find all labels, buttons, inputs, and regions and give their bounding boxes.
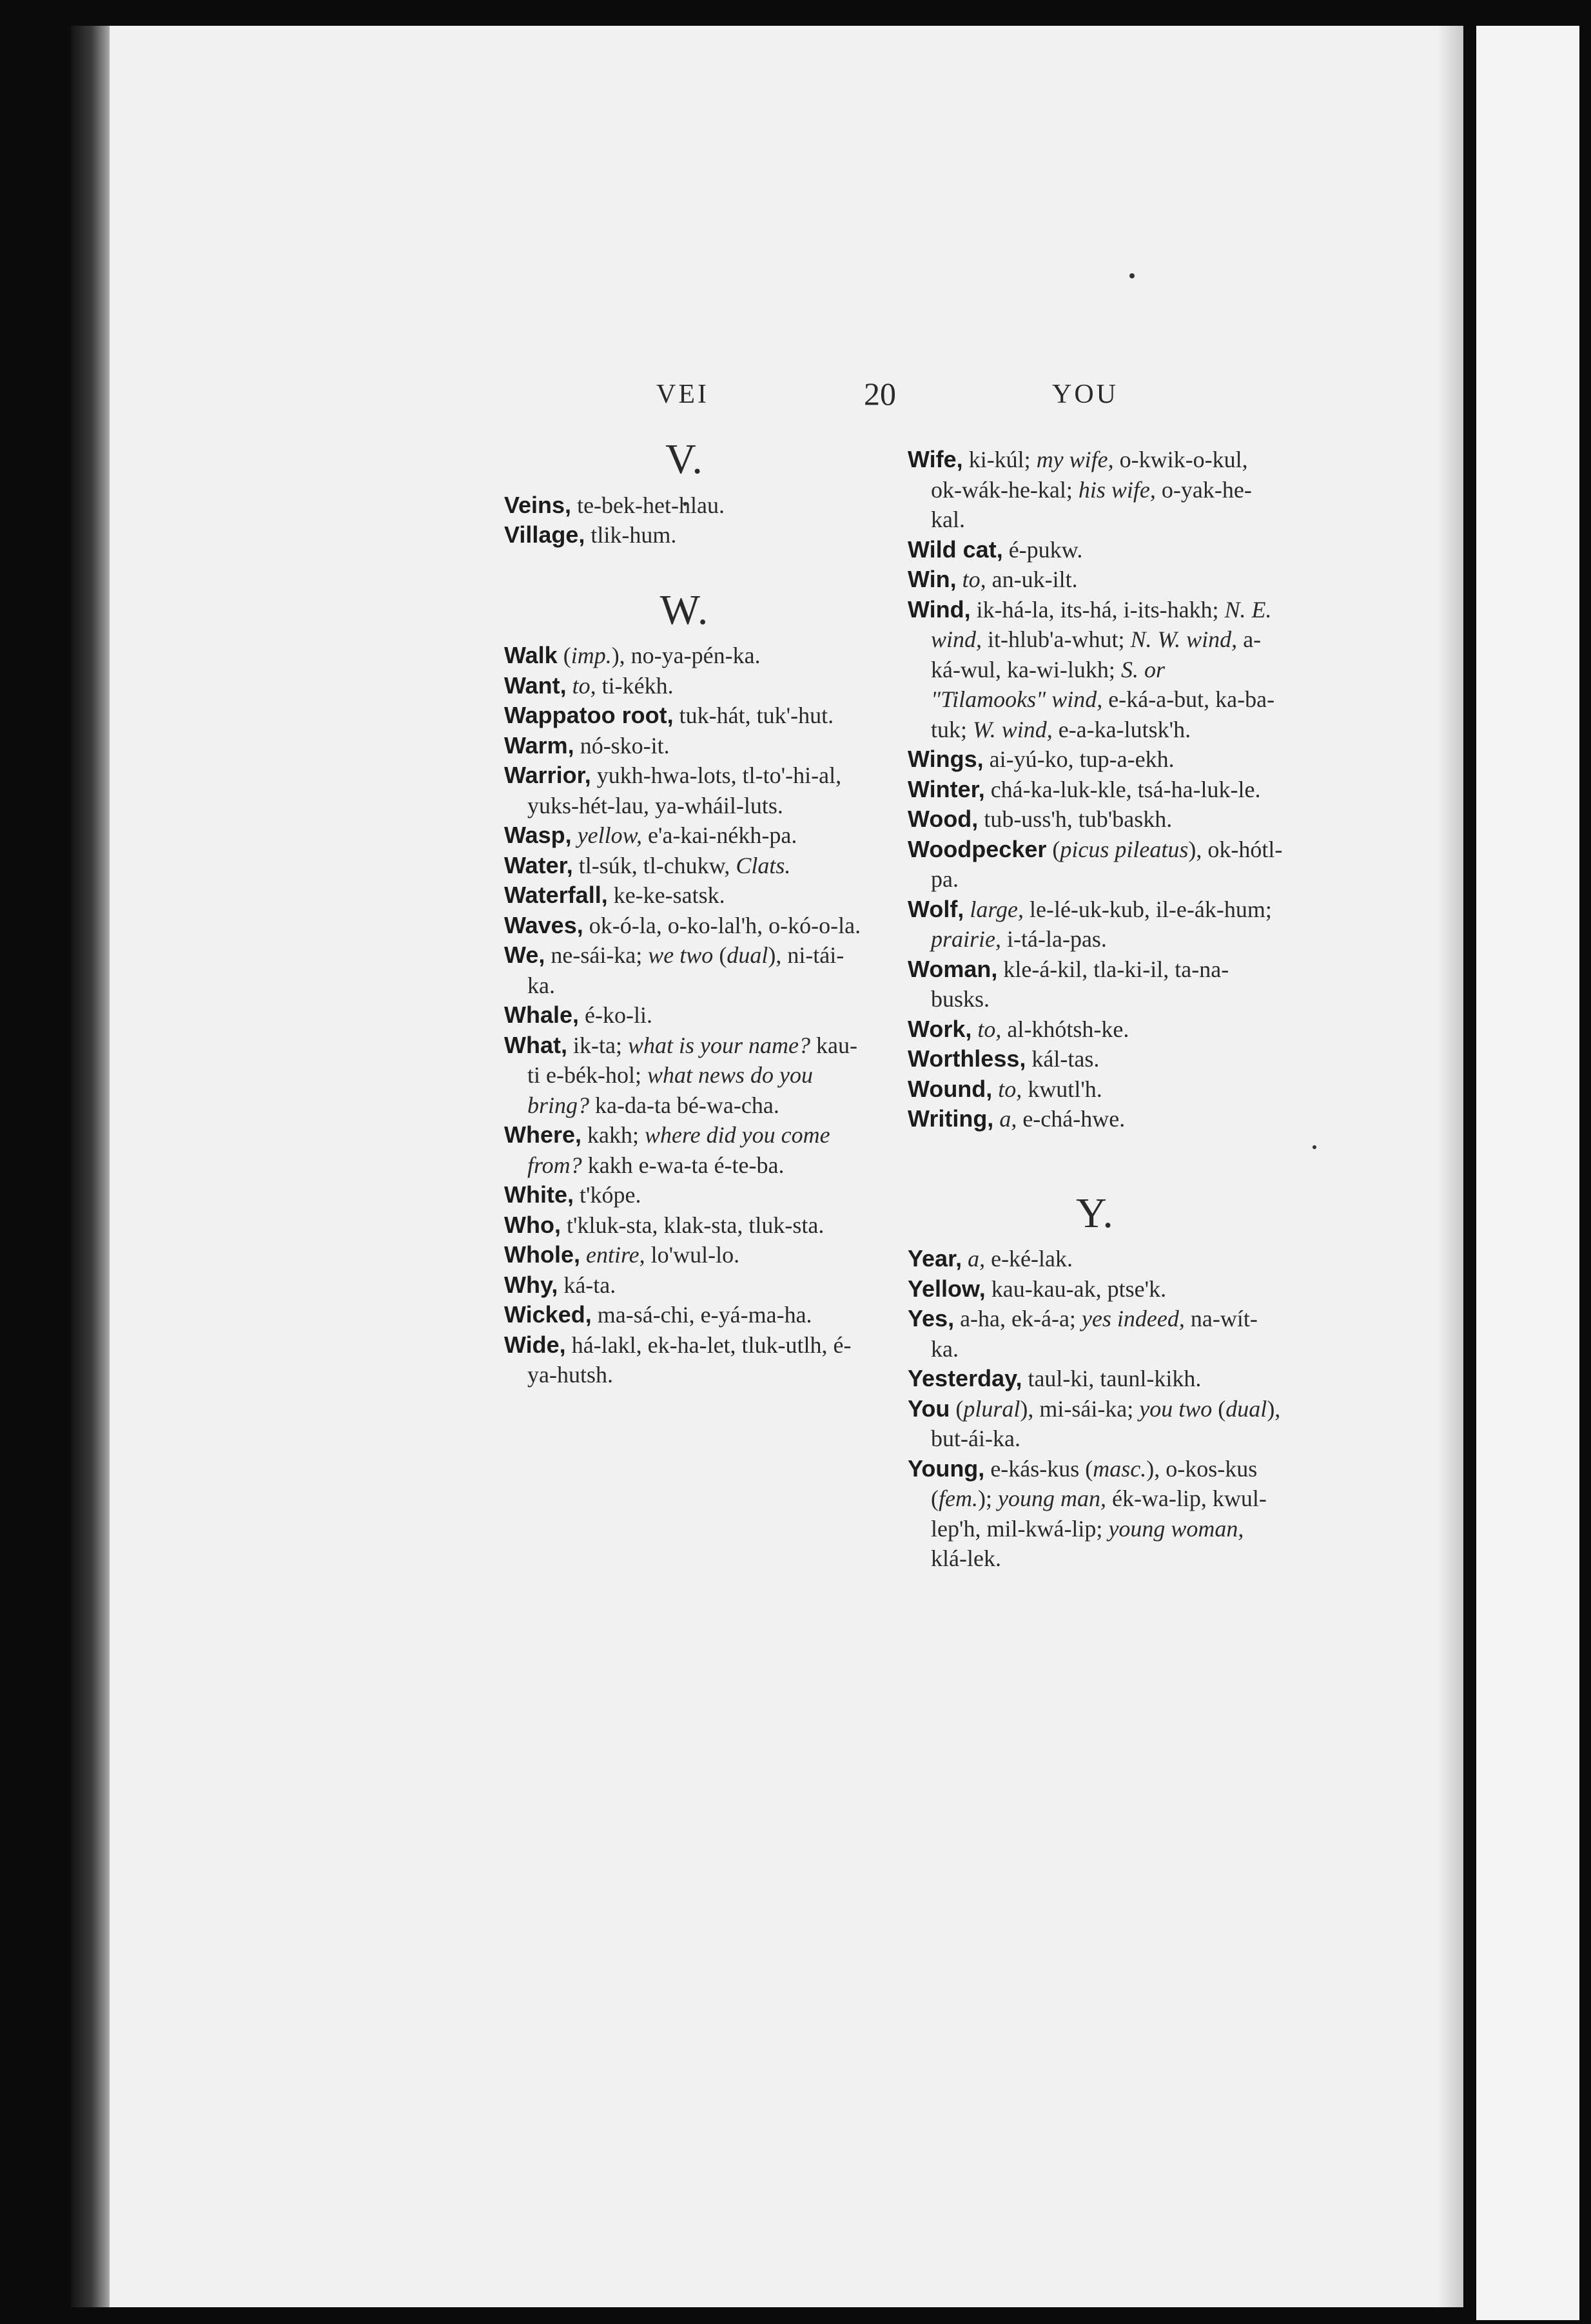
- dictionary-entry: [504, 520, 865, 550]
- dictionary-entry: [908, 535, 1283, 565]
- gloss-text: [580, 1242, 586, 1268]
- gloss-text: (: [950, 1395, 964, 1422]
- gloss-text: al-khótsh-ke.: [1001, 1016, 1129, 1042]
- gloss-text: ), mi-sái-ka;: [1020, 1395, 1140, 1422]
- italic-gloss: S. or "Tilamooks" wind,: [931, 656, 1165, 712]
- dictionary-entry: [908, 595, 1283, 745]
- italic-gloss: we two: [648, 942, 714, 968]
- gloss-text: a-ha, ek-á-a;: [954, 1306, 1082, 1331]
- gloss-text: kwutl'h.: [1022, 1076, 1102, 1102]
- gloss-text: kle-á-kil, tla-ki-il, ta-na-busks.: [931, 956, 1229, 1012]
- headword: Year,: [908, 1245, 962, 1272]
- italic-gloss: yellow,: [577, 822, 642, 848]
- headword: Woman,: [908, 955, 998, 982]
- gloss-text: t'kópe.: [573, 1182, 641, 1208]
- dictionary-entry: [504, 1210, 865, 1241]
- italic-gloss: dual: [727, 942, 768, 968]
- gloss-text: [992, 1076, 998, 1102]
- gloss-text: it-hlub'a-whut;: [982, 626, 1131, 652]
- gloss-text: kál-tas.: [1026, 1046, 1100, 1072]
- headword: Whole,: [504, 1241, 580, 1268]
- gloss-text: kau-ti e-bék-hol;: [527, 1032, 857, 1088]
- dictionary-entry: [908, 1454, 1283, 1574]
- gloss-text: na-wít-ka.: [931, 1306, 1258, 1362]
- italic-gloss: young woman,: [1108, 1515, 1244, 1542]
- gloss-text: o-kwik-o-kul, ok-wák-he-kal;: [931, 447, 1248, 503]
- dictionary-entry: [504, 851, 865, 881]
- gloss-text: ma-sá-chi, e-yá-ma-ha.: [591, 1302, 812, 1328]
- gloss-text: ok-ó-la, o-ko-lal'h, o-kó-o-la.: [583, 912, 861, 938]
- headword: Village,: [504, 521, 585, 548]
- running-head-left: VEI: [656, 380, 709, 409]
- gloss-text: kakh e-wa-ta é-te-ba.: [581, 1152, 785, 1178]
- italic-gloss: his wife,: [1078, 476, 1156, 503]
- gloss-text: ), ni-tái-ka.: [527, 942, 844, 998]
- italic-gloss: N. W. wind,: [1130, 626, 1238, 652]
- italic-gloss: young man,: [997, 1486, 1106, 1511]
- headword: Wings,: [908, 746, 984, 772]
- headword: Warrior,: [504, 762, 591, 788]
- gloss-text: lo'wul-lo.: [645, 1242, 740, 1268]
- dictionary-entry: [504, 911, 865, 941]
- gloss-text: e'a-kai-nékh-pa.: [642, 822, 797, 848]
- gloss-text: klá-lek.: [931, 1545, 1001, 1571]
- headword: Work,: [908, 1015, 972, 1042]
- headword: Wolf,: [908, 895, 964, 922]
- dictionary-entry: [908, 775, 1283, 805]
- italic-gloss: fem.: [939, 1486, 978, 1511]
- italic-gloss: to,: [998, 1076, 1022, 1102]
- gloss-text: e-ká-a-but, ka-ba-tuk;: [931, 686, 1275, 742]
- headword: Where,: [504, 1121, 582, 1148]
- headword: Wind,: [908, 596, 971, 623]
- gloss-text: [567, 673, 572, 699]
- dictionary-entry: [908, 954, 1283, 1014]
- gloss-text: te-bek-het-hlau.: [571, 492, 725, 518]
- gloss-text: chá-ka-luk-kle, tsá-ha-luk-le.: [984, 776, 1261, 802]
- speck: [1313, 1145, 1316, 1149]
- dictionary-entry: [908, 565, 1283, 595]
- dictionary-entry: [504, 1240, 865, 1270]
- gloss-text: e-a-ka-lutsk'h.: [1052, 716, 1191, 742]
- headword: Writing,: [908, 1105, 994, 1132]
- headword: Whale,: [504, 1002, 580, 1028]
- left-column: [504, 436, 865, 1390]
- gloss-text: [993, 1106, 999, 1132]
- headword: Wide,: [504, 1331, 566, 1358]
- gloss-text: é-pukw.: [1002, 536, 1083, 563]
- italic-gloss: to,: [572, 672, 596, 699]
- dictionary-entry: [504, 1270, 865, 1301]
- italic-gloss: what news do you bring?: [527, 1062, 813, 1118]
- gloss-text: );: [977, 1486, 998, 1511]
- gloss-text: ik-há-la, its-há, i-its-hakh;: [970, 596, 1225, 623]
- gloss-text: ék-wa-lip, kwul-lep'h, mil-kwá-lip;: [931, 1486, 1267, 1542]
- headword: Water,: [504, 851, 573, 878]
- italic-gloss: you two: [1139, 1395, 1213, 1422]
- headword: Yes,: [908, 1305, 955, 1331]
- gloss-text: tlik-hum.: [585, 522, 677, 548]
- dictionary-entry: [908, 1074, 1283, 1105]
- italic-gloss: prairie,: [931, 926, 1002, 952]
- adjacent-page-edge: [1476, 26, 1579, 2320]
- page-edge-shadow: [1438, 26, 1463, 2307]
- gloss-text: ti-kékh.: [596, 672, 674, 699]
- dictionary-entry: [504, 490, 865, 521]
- right-column: [908, 445, 1283, 1574]
- gloss-text: e-ké-lak.: [985, 1246, 1073, 1272]
- headword: We,: [504, 942, 545, 968]
- gloss-text: [964, 896, 970, 922]
- headword: Wicked,: [504, 1301, 592, 1328]
- dictionary-entry: [504, 1180, 865, 1210]
- italic-gloss: W. wind,: [973, 716, 1053, 742]
- dictionary-entry: [908, 1304, 1283, 1364]
- headword: Woodpecker: [908, 835, 1047, 862]
- dictionary-entry: [504, 1120, 865, 1180]
- gloss-text: ki-kúl;: [962, 447, 1037, 472]
- gloss-text: ), no-ya-pén-ka.: [611, 643, 761, 668]
- gloss-text: an-uk-ilt.: [986, 566, 1078, 592]
- gloss-text: tuk-hát, tuk'-hut.: [673, 702, 834, 728]
- gloss-text: tl-súk, tl-chukw,: [572, 852, 736, 878]
- gloss-text: taul-ki, taunl-kikh.: [1022, 1366, 1202, 1391]
- dictionary-entry: [908, 804, 1283, 835]
- dictionary-entry: [504, 731, 865, 761]
- dictionary-entry: [504, 1300, 865, 1330]
- gloss-text: ke-ke-satsk.: [607, 882, 725, 908]
- gloss-text: [572, 822, 578, 848]
- italic-gloss: yes indeed,: [1081, 1306, 1185, 1331]
- gloss-text: ká-ta.: [558, 1272, 616, 1298]
- headword: You: [908, 1395, 950, 1422]
- headword: Wood,: [908, 806, 979, 832]
- dictionary-entry: [908, 1044, 1283, 1074]
- dictionary-entry: [504, 1330, 865, 1390]
- section-letter: Y.: [1076, 1189, 1115, 1237]
- italic-gloss: a,: [999, 1106, 1017, 1132]
- dictionary-entry: [908, 835, 1283, 895]
- italic-gloss: my wife,: [1036, 447, 1114, 472]
- headword: Worthless,: [908, 1045, 1026, 1072]
- gloss-text: e-kás-kus (: [984, 1455, 1093, 1482]
- gloss-text: (: [1212, 1395, 1226, 1422]
- section-letter: W.: [659, 586, 710, 634]
- headword: Wild cat,: [908, 536, 1003, 563]
- headword: Warm,: [504, 731, 574, 759]
- headword: Yellow,: [908, 1275, 986, 1302]
- gloss-text: (: [1046, 836, 1060, 862]
- headword: Winter,: [908, 775, 985, 802]
- italic-gloss: imp.: [571, 643, 612, 668]
- gloss-text: ai-yú-ko, tup-a-ekh.: [983, 746, 1175, 772]
- headword: Who,: [504, 1211, 561, 1238]
- gloss-text: há-lakl, ek-ha-let, tluk-utlh, é-ya-hutsh.: [527, 1331, 852, 1388]
- italic-gloss: where did you come from?: [527, 1122, 830, 1178]
- gloss-text: (: [713, 942, 727, 968]
- italic-gloss: to,: [962, 566, 986, 592]
- dictionary-entry: [908, 1244, 1283, 1274]
- gloss-text: le-lé-uk-kub, il-e-ák-hum;: [1023, 896, 1272, 922]
- dictionary-entry: [504, 671, 865, 701]
- page-number: 20: [864, 376, 896, 412]
- dictionary-entry: [504, 1000, 865, 1031]
- gloss-text: i-tá-la-pas.: [1001, 926, 1107, 952]
- italic-gloss: dual: [1225, 1395, 1267, 1422]
- headword: Wappatoo root,: [504, 702, 674, 728]
- section-letter: V.: [665, 436, 704, 483]
- dictionary-entry: [908, 1274, 1283, 1304]
- dictionary-entry: [504, 701, 865, 731]
- italic-gloss: entire,: [585, 1242, 645, 1268]
- dictionary-entry: [908, 1394, 1283, 1454]
- gloss-text: kau-kau-ak, ptse'k.: [985, 1275, 1167, 1302]
- gloss-text: yukh-hwa-lots, tl-to'-hi-al, yuks-hét-lau, ya-wháil-luts.: [527, 762, 842, 818]
- dictionary-entry: [504, 760, 865, 820]
- gloss-text: ), but-ái-ka.: [931, 1395, 1281, 1451]
- headword: Yesterday,: [908, 1365, 1022, 1391]
- gloss-text: nó-sko-it.: [574, 732, 670, 759]
- headword: Waterfall,: [504, 882, 608, 908]
- headword: Wasp,: [504, 822, 572, 848]
- italic-gloss: picus pileatus: [1060, 836, 1189, 862]
- speck: [1129, 273, 1135, 278]
- dictionary-entry: [908, 744, 1283, 775]
- italic-gloss: what is your name?: [627, 1032, 810, 1058]
- gloss-text: e-chá-hwe.: [1017, 1106, 1126, 1132]
- headword: Want,: [504, 672, 567, 699]
- gloss-text: ik-ta;: [567, 1032, 628, 1058]
- dictionary-entry: [504, 940, 865, 1000]
- gloss-text: ne-sái-ka;: [545, 942, 649, 968]
- gloss-text: é-ko-li.: [579, 1002, 652, 1028]
- gloss-text: t'kluk-sta, klak-sta, tluk-sta.: [560, 1212, 825, 1238]
- headword: Young,: [908, 1455, 985, 1482]
- dictionary-entry: [504, 880, 865, 911]
- headword: Wound,: [908, 1075, 993, 1102]
- headword: What,: [504, 1031, 567, 1058]
- headword: Wife,: [908, 446, 963, 472]
- gloss-text: [957, 566, 962, 592]
- gloss-text: [962, 1246, 968, 1272]
- headword: White,: [504, 1181, 574, 1208]
- dictionary-entry: [908, 895, 1283, 954]
- dictionary-entry: [908, 1104, 1283, 1134]
- dictionary-entry: [908, 1014, 1283, 1045]
- italic-gloss: a,: [968, 1246, 986, 1272]
- gloss-text: ), ok-hótl-pa.: [931, 836, 1283, 892]
- dictionary-entry: [908, 445, 1283, 535]
- italic-gloss: plural: [963, 1395, 1020, 1422]
- gloss-text: [971, 1016, 977, 1042]
- headword: Waves,: [504, 911, 583, 938]
- dictionary-entry: [504, 1031, 865, 1121]
- headword: Veins,: [504, 491, 572, 518]
- gloss-text: ka-da-ta bé-wa-cha.: [589, 1092, 779, 1118]
- headword: Win,: [908, 566, 957, 592]
- dictionary-entry: [504, 820, 865, 851]
- italic-gloss: Clats.: [736, 852, 791, 878]
- running-head-right: YOU: [1052, 380, 1118, 409]
- gloss-text: a-ká-wul, ka-wi-lukh;: [931, 626, 1262, 683]
- italic-gloss: N. E. wind,: [931, 596, 1272, 652]
- gloss-text: kakh;: [581, 1122, 645, 1148]
- italic-gloss: masc.: [1093, 1455, 1147, 1482]
- headword: Why,: [504, 1271, 558, 1298]
- headword: Walk: [504, 642, 558, 668]
- gloss-text: o-yak-he-kal.: [931, 476, 1252, 532]
- italic-gloss: large,: [970, 896, 1024, 922]
- gloss-text: tub-uss'h, tub'baskh.: [978, 806, 1173, 832]
- italic-gloss: to,: [977, 1016, 1002, 1042]
- gloss-text: (: [557, 643, 571, 668]
- dictionary-entry: [908, 1364, 1283, 1394]
- gloss-text: ), o-kos-kus (: [931, 1455, 1258, 1511]
- dictionary-entry: [504, 641, 865, 671]
